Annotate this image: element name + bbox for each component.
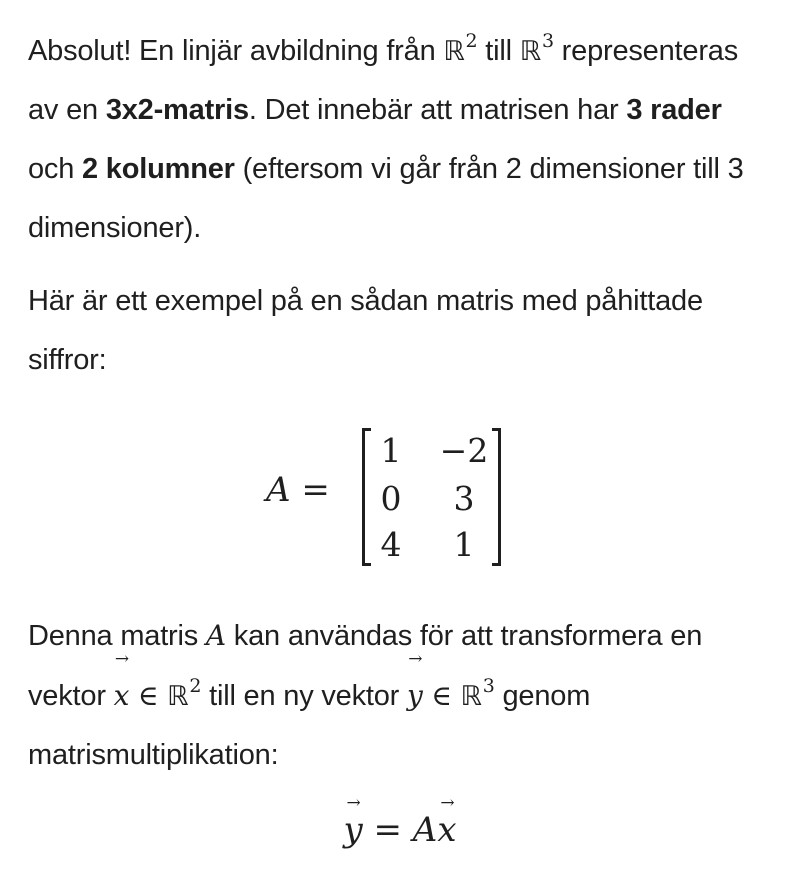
vector-arrow: → [346, 793, 361, 813]
vector-x [437, 793, 457, 850]
bold-columns: 2 kolumner [82, 153, 235, 185]
matrix-cell: −2 [439, 431, 489, 470]
transform-text-2: kan användas för att transformera en vektor [28, 620, 703, 712]
vector-y [406, 649, 423, 725]
element-of-symbol: ∈ [129, 679, 168, 712]
final-equation [0, 793, 800, 850]
vector-y [343, 793, 363, 850]
example-text: Här är ett exempel på en sådan matris med påhittade siffror: [28, 285, 703, 376]
example-paragraph [28, 272, 772, 390]
exponent-3: 3 [541, 30, 554, 52]
matrix-cell: 4 [380, 525, 402, 564]
matrix-equation [0, 400, 800, 585]
intro-text-5: och [28, 153, 83, 185]
transform-text-3: till en ny vektor [201, 680, 407, 712]
transform-text-1: Denna matris [28, 620, 206, 652]
vector-y-letter: y [406, 679, 423, 712]
intro-paragraph [28, 22, 772, 258]
intro-text-1: Absolut! En linjär avbildning från [28, 35, 444, 67]
exponent-2: 2 [465, 30, 478, 52]
real-numbers-symbol: ℝ [460, 681, 482, 712]
exponent-3: 3 [482, 675, 495, 697]
vector-arrow: → [440, 793, 455, 813]
element-of-symbol: ∈ [422, 679, 461, 712]
matrix-cell: 1 [380, 431, 402, 470]
intro-text-6: (eftersom vi går från 2 dimensioner till 3 dimensioner). [28, 153, 744, 244]
bold-matrix-size: 3x2-matris [105, 94, 249, 126]
transform-content [28, 606, 772, 785]
var-A: A [205, 619, 226, 652]
equals-sign: = [362, 810, 413, 850]
equation-x: x [437, 810, 457, 850]
left-bracket [362, 428, 371, 566]
equation-y: y [343, 810, 363, 850]
matrix-cell: 3 [453, 479, 475, 518]
real-numbers-symbol: ℝ [519, 36, 541, 67]
exponent-2: 2 [189, 675, 202, 697]
real-numbers-symbol: ℝ [443, 36, 465, 67]
transform-text-4: genom matrismultiplikation: [28, 680, 591, 771]
matrix-cell: 1 [453, 525, 475, 564]
real-numbers-symbol: ℝ [167, 681, 189, 712]
bold-rows: 3 rader [626, 94, 722, 126]
right-bracket [492, 428, 501, 566]
equation-A: A [412, 810, 438, 850]
intro-text-3: representeras av en [28, 35, 739, 126]
vector-x [113, 649, 130, 725]
intro-text-2: till [477, 35, 520, 67]
vector-arrow: → [114, 649, 129, 669]
transform-paragraph [28, 606, 772, 785]
vector-arrow: → [408, 649, 423, 669]
vector-x-letter: x [113, 679, 130, 712]
intro-text-4: . Det innebär att matrisen har [248, 94, 627, 126]
matrix-lhs: A = [266, 470, 330, 510]
matrix-cell: 0 [380, 479, 402, 518]
message-content [28, 22, 772, 390]
